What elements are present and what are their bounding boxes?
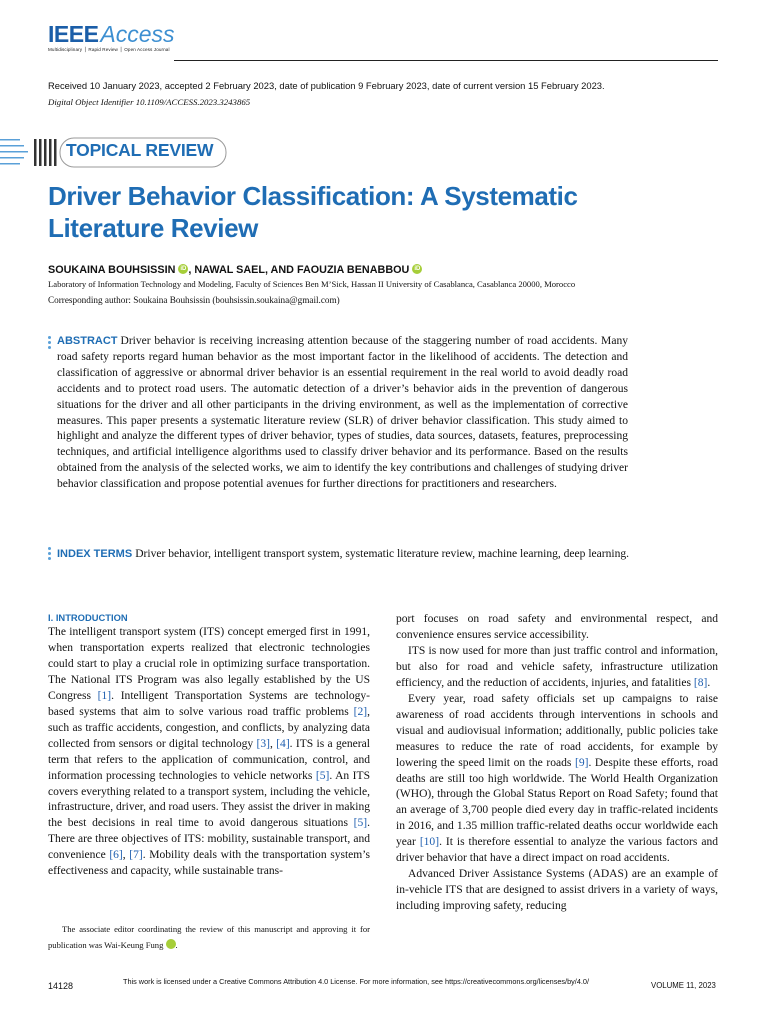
journal-logo [48, 22, 175, 53]
body-paragraph [48, 625, 370, 880]
body-paragraph [396, 644, 718, 692]
body-text: . Intelligent Transportation Systems are technology-based systems that aim to solve various road traffic problems [48, 689, 370, 718]
author-name: SOUKAINA BOUHSISSIN [48, 264, 176, 276]
affiliation: Laboratory of Information Technology and Modeling, Faculty of Sciences Ben M’Sick, Hassan II University of Casablanca, Casablanca 20000, Morocco [48, 279, 576, 289]
body-text: . It is therefore essential to analyze the various factors and driver behavior that have a direct impact on road accidents. [396, 836, 718, 865]
body-column-left [48, 612, 370, 880]
journal-brand-strong: IEEE [48, 21, 99, 47]
paper-title: Driver Behavior Classification: A Systematic Literature Review [48, 181, 578, 243]
orcid-icon[interactable]: iD [166, 939, 176, 949]
section-heading: I. INTRODUCTION [48, 612, 128, 623]
index-terms-label: INDEX TERMS [57, 548, 133, 560]
journal-wordmark [48, 22, 175, 46]
editor-footnote [48, 922, 370, 953]
citation-link[interactable]: [4] [276, 737, 290, 750]
body-text: . Mobility deals with the transportation system’s effectiveness and capacity, while sustainable trans- [48, 849, 370, 878]
body-text: . There are three objectives of ITS: mobility, sustainable transport, and convenience [48, 817, 370, 862]
body-paragraph [396, 692, 718, 867]
citation-link[interactable]: [5] [353, 817, 368, 830]
index-terms [57, 546, 632, 562]
abstract [57, 334, 628, 493]
citation-link[interactable]: [6] [109, 849, 123, 862]
body-paragraph: Advanced Driver Assistance Systems (ADAS) are an example of in-vehicle ITS that are designed to assist drivers in a variety of ways, including improving safety, reducing [396, 868, 718, 913]
citation-link[interactable]: [8] [693, 676, 708, 689]
body-text: Every year, road safety officials set up campaigns to raise awareness of road accidents through interventions in schools and visual and audiovisual information; additionally, public policies take measures to reduce the rate of road accidents, for example by lowering the speed limit on the roads [396, 692, 718, 769]
orcid-icon[interactable]: iD [414, 266, 421, 272]
citation-link[interactable]: [1] [97, 689, 112, 702]
body-text: , [122, 849, 130, 862]
citation-link[interactable]: [3] [256, 737, 270, 750]
received-dates: Received 10 January 2023, accepted 2 February 2023, date of publication 9 February 2023, date of current version 15 February 2023. [48, 80, 605, 91]
page-number: 14128 [48, 981, 74, 991]
body-text: . Despite these efforts, road deaths are still too high worldwide. The World Health Organization (WHO), through the Global Status Report on Road Safety; found that an average of 3,700 people died every day in traffic-related incidents in 2016, and 1.35 million traffic-related deaths occur worldwide each year [396, 756, 718, 849]
orcid-icon[interactable]: iD [180, 266, 187, 272]
citation-link[interactable]: [10] [419, 836, 440, 849]
author-names: , NAWAL SAEL, AND FAOUZIA BENABBOU [188, 264, 410, 276]
index-terms-text: Driver behavior, intelligent transport system, systematic literature review, machine learning, deep learning. [135, 548, 630, 560]
category-label: TOPICAL REVIEW [66, 140, 214, 160]
body-text: . [707, 676, 711, 689]
citation-link[interactable]: [2] [353, 705, 368, 718]
license-notice[interactable]: This work is licensed under a Creative Commons Attribution 4.0 License. For more information, see https://creativecommons.org/licenses/by/4.0/ [123, 977, 589, 986]
body-paragraph: port focuses on road safety and environmental respect, and convenience ensures service accessibility. [396, 613, 718, 641]
header-rule [174, 60, 718, 61]
ribbon-stripes-icon [0, 139, 57, 166]
section-marker-icon [48, 336, 52, 351]
corresponding-author: Corresponding author: Soukaina Bouhsissin (bouhsissin.soukaina@gmail.com) [48, 295, 340, 305]
body-text: , such as traffic accidents, congestion, and conflicts, by analyzing data collected from sensors or digital technology [48, 705, 370, 750]
section-marker-icon [48, 547, 52, 562]
author-list [48, 264, 422, 276]
doi-line: Digital Object Identifier 10.1109/ACCESS.2023.3243865 [48, 97, 251, 107]
body-text: , [269, 737, 277, 750]
abstract-text: Driver behavior is receiving increasing attention because of the staggering number of road accidents. Many road safety reports regard human behavior as the most important factor in the likelihood of accidents. The detection and classification of aggressive or abnormal driver behavior is an essential requirement in the real world to avoid deadly road accidents and to protect road users. The automatic detection of a driver’s behavior aids in the prevention of dangerous situations for the driver and all other participants in the driving environment, as well as the implementation of corrective measures. This paper presents a systematic literature review (SLR) of driver behavior classification. This study aimed to highlight and analyze the different types of driver behavior, types of studies, data sources, datasets, features, preprocessing techniques, and artificial intelligence algorithms used to classify driver behavior and its performance. Based on the results obtained from the analysis of the selected works, we aim to identify the key contributions and challenges of studying driver behavior classification and propose potential avenues for further directions for practitioners and researchers. [57, 335, 628, 491]
citation-link[interactable]: [9] [574, 756, 589, 769]
body-text: ITS is now used for more than just traffic control and information, but also for road and vehicle safety, infrastructure utilization efficiency, and the reduction of accidents, injuries, and fatalities [396, 644, 718, 689]
body-column-right [396, 612, 718, 915]
body-text: . An ITS covers everything related to a transport system, including the vehicle, infrastructure, driver, and road users. They assist the driver in making the best decisions in real time to avoid dangerous situations [48, 769, 370, 830]
footnote-end: . [175, 939, 178, 950]
body-text: . ITS is a general term that refers to the application of communication, control, and information processing technologies to vehicle networks [48, 737, 370, 782]
body-text: The intelligent transport system (ITS) concept emerged first in 1991, when transportation experts realized that electronic technologies could start to play a crucial role in optimizing surface transportation. The National ITS Program was also legally established by the US Congress [48, 626, 370, 702]
abstract-label: ABSTRACT [57, 335, 118, 347]
citation-link[interactable]: [7] [129, 849, 143, 862]
footnote-text: The associate editor coordinating the review of this manuscript and approving it for publication was Wai-Keung Fung [48, 924, 370, 950]
journal-brand-italic: Access [100, 21, 175, 47]
volume-label: VOLUME 11, 2023 [651, 981, 716, 990]
journal-tagline: Multidisciplinary ⎪ Rapid Review ⎪ Open Access Journal [48, 47, 170, 52]
citation-link[interactable]: [5] [315, 769, 330, 782]
